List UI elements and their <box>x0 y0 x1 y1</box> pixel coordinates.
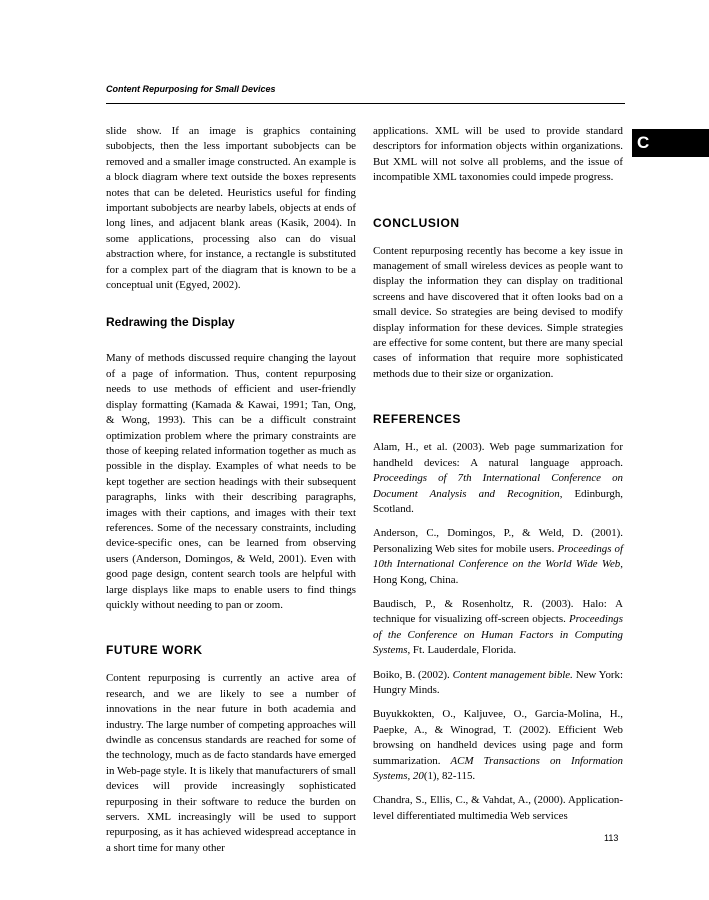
reference-entry: Alam, H., et al. (2003). Web page summarization for handheld devices: A natural language approach. Proceedings of 7th International Conference on Document Analysis and Recognition, Edinburgh, Scotland. <box>373 441 623 515</box>
paragraph: Many of methods discussed require changing the layout of a page of information. Thus, content repurposing needs to use methods of efficient and user-friendly display formatting (Kamada & Kawai, 1991; Tan, Ong, & Wong, 1993). This can be a difficult constraint optimization problem where the primary constraints are those of keeping related information together as much as possible in the display. Examples of what needs to be kept together are section headings with their subsequent paragraphs, links with their describing paragraphs, images with their captions, and images with their text references. Some of the necessary constraints, including device-specific ones, can be learned from observing users (Anderson, Domingos, & Weld, 2001). Even with good page design, content search tools are helpful with large displays like maps to enable users to find things quickly without needing to pan or zoom. <box>106 352 356 611</box>
section-letter-tab: C <box>632 129 709 157</box>
header-rule <box>106 103 625 104</box>
left-column <box>106 124 356 856</box>
subheading-redrawing: Redrawing the Display <box>106 315 235 330</box>
reference-entry: Baudisch, P., & Rosenholtz, R. (2003). Halo: A technique for visualizing off-screen objects. Proceedings of the Conference on Human Factors in Computing Systems, Ft. Lauderdale, Florida. <box>373 597 623 657</box>
running-header: Content Repurposing for Small Devices <box>106 84 276 94</box>
paragraph: Content repurposing is currently an active area of research, and we are likely to see a number of innovations in the near future in both academia and industry. The large number of competing approaches will dwindle as concensus standards are reached for some of the technology, much as de facto standards have emerged in Web-page style. It is likely that manufacturers of small devices will provide increasingly sophisticated repurposing in their software to reduce the burden on servers. XML increasingly will be used to support repurposing, as it has achieved widespread acceptance in a short time for many other <box>106 672 356 854</box>
right-column <box>373 124 623 833</box>
section-heading-references: REFERENCES <box>373 412 462 427</box>
reference-entry: Boiko, B. (2002). Content management bible. New York: Hungry Minds. <box>373 668 624 696</box>
paragraph: Content repurposing recently has become a key issue in management of small wireless devices as people want to display the information they can display on traditional screens and have discovered that it often looks bad on a small device. So strategies are being devised to modify display information for these devices. Simple strategies are effective for some content, but there are many special cases of information that require more sophisticated methods due to their size or organization. <box>373 244 623 380</box>
page-number: 113 <box>604 833 619 843</box>
reference-entry: Chandra, S., Ellis, C., & Vahdat, A., (2000). Application-level differentiated multimedia Web services <box>373 794 623 822</box>
section-heading-conclusion: CONCLUSION <box>373 215 460 230</box>
paragraph: slide show. If an image is graphics containing subobjects, then the less important subobjects can be removed and a smaller image constructed. An example is a block diagram where text outside the boxes represents notes that can be deleted. Heuristics useful for finding important subobjects are nearby labels, objects at ends of long lines, and adjacent blank areas (Kasik, 2004). In some applications, processing also can do visual abstraction where, for instance, a rectangle is substituted for a complex part of the diagram that is known to be a conceptual unit (Egyed, 2002). <box>106 125 356 292</box>
paragraph: applications. XML will be used to provide standard descriptors for information objects within organizations. But XML will not solve all problems, and the issue of incompatible XML taxonomies could impede progress. <box>373 125 623 184</box>
reference-entry: Anderson, C., Domingos, P., & Weld, D. (2001). Personalizing Web sites for mobile users. Proceedings of 10th International Conference on the World Wide Web, Hong Kong, China. <box>373 527 623 586</box>
reference-list <box>373 440 623 824</box>
section-heading-future-work: FUTURE WORK <box>106 643 203 658</box>
reference-entry: Buyukkokten, O., Kaljuvee, O., Garcia-Molina, H., Paepke, A., & Winograd, T. (2002). Efficient Web browsing on handheld devices using page and form summarization. ACM Transactions on Information Systems, 20(1), 82-115. <box>373 708 623 782</box>
